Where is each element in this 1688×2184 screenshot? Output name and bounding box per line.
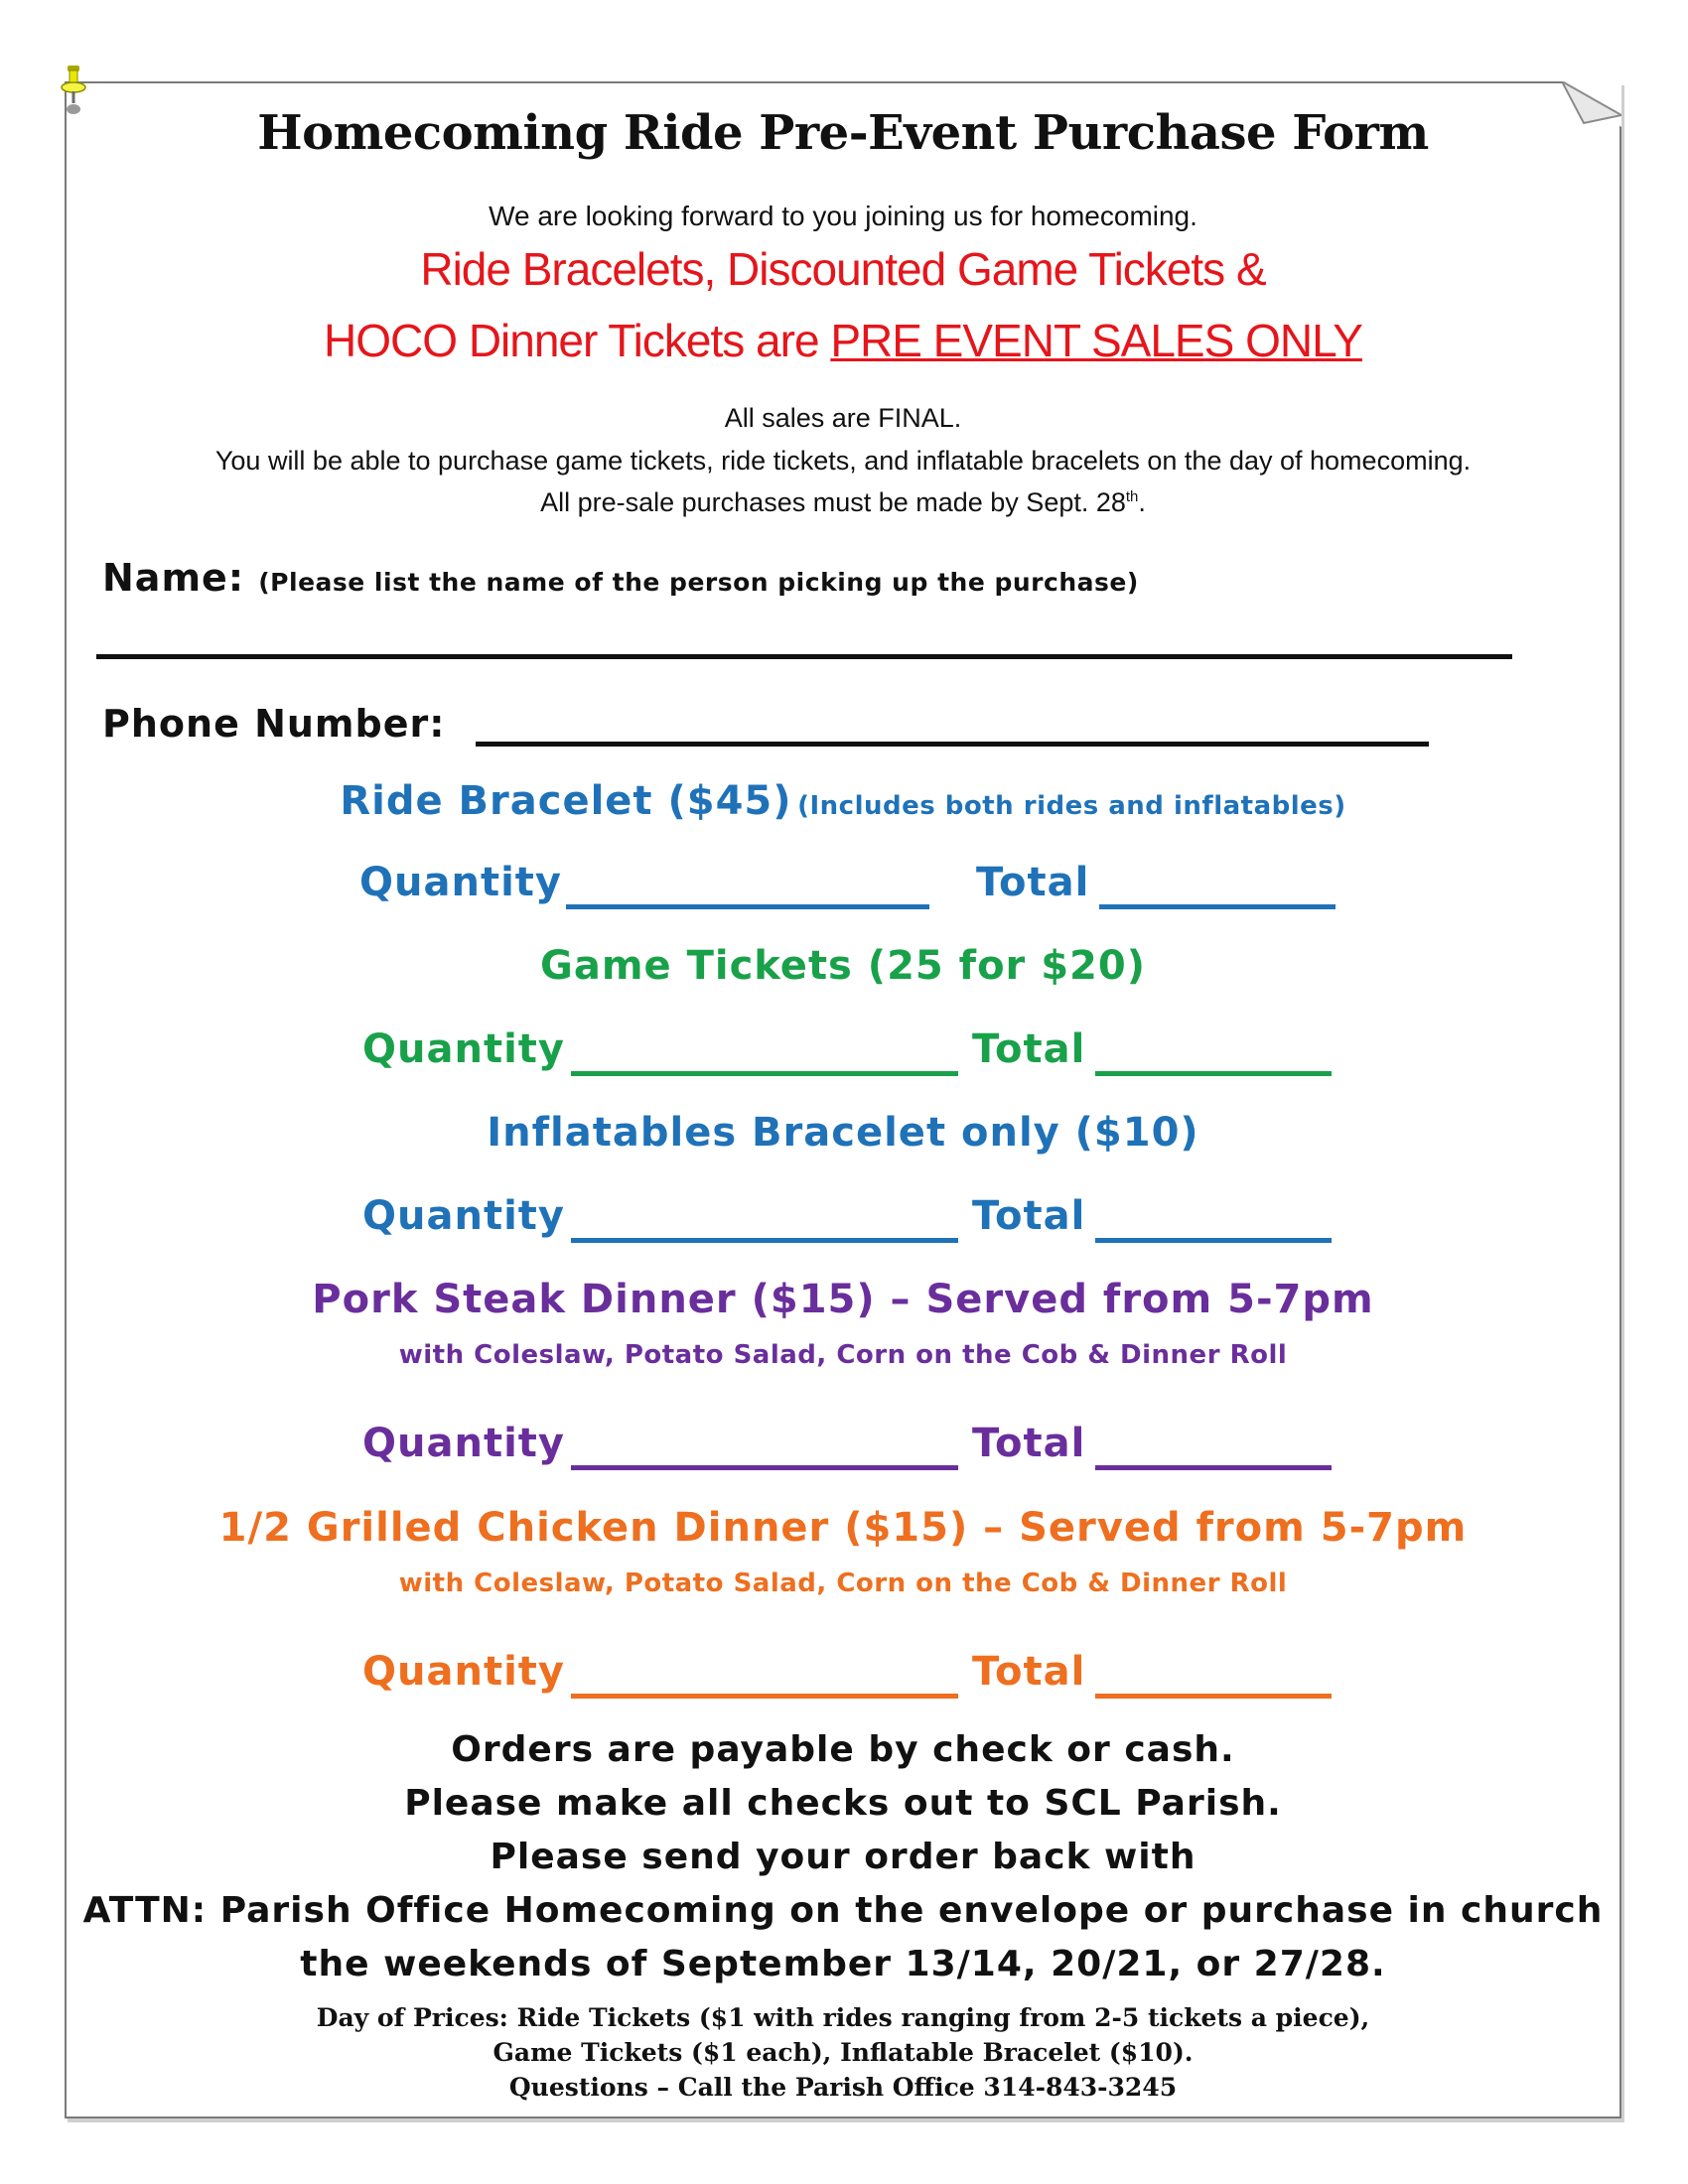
- questions-contact: Questions – Call the Parish Office 314-843-3245: [508, 2073, 1178, 2102]
- name-field-label: [102, 556, 1139, 600]
- phone-label: Phone Number:: [102, 702, 446, 746]
- ride-bracelet-total-label: Total: [976, 860, 1090, 905]
- deadline-text: [67, 487, 1619, 518]
- deadline-end: .: [1138, 487, 1146, 517]
- headline-line-2: [67, 314, 1619, 367]
- form-title: Homecoming Ride Pre-Event Purchase Form: [257, 105, 1429, 161]
- headline-line-1: Ride Bracelets, Discounted Game Tickets &: [420, 243, 1266, 295]
- ride-bracelet-note: (Includes both rides and inflatables): [797, 791, 1346, 821]
- pork-quantity-line[interactable]: [571, 1465, 958, 1470]
- game-tickets-heading: Game Tickets (25 for $20): [540, 943, 1146, 989]
- game-tickets-total-line[interactable]: [1095, 1071, 1332, 1076]
- form-page: [65, 81, 1621, 2118]
- phone-input-line[interactable]: [476, 742, 1429, 747]
- ride-bracelet-quantity-line[interactable]: [566, 904, 929, 909]
- intro-text: We are looking forward to you joining us for homecoming.: [489, 201, 1197, 231]
- pork-total-line[interactable]: [1095, 1465, 1332, 1470]
- ride-bracelet-total-line[interactable]: [1099, 904, 1336, 909]
- day-of-prices-line-2: Game Tickets ($1 each), Inflatable Bracelet ($10).: [492, 2038, 1194, 2067]
- game-tickets-total-label: Total: [972, 1026, 1086, 1072]
- pre-event-emphasis: PRE EVENT SALES ONLY: [830, 315, 1362, 366]
- pork-dinner-heading: Pork Steak Dinner ($15) – Served from 5-7pm: [312, 1277, 1374, 1322]
- game-tickets-quantity-line[interactable]: [571, 1071, 958, 1076]
- payment-note: Orders are payable by check or cash.: [451, 1729, 1235, 1770]
- name-note: (Please list the name of the person picking up the purchase): [258, 568, 1139, 597]
- ride-bracelet-heading: [67, 778, 1619, 824]
- ride-bracelet-title: Ride Bracelet ($45): [340, 778, 792, 824]
- game-tickets-quantity-label: Quantity: [362, 1026, 565, 1072]
- day-of-prices-line-1: Day of Prices: Ride Tickets ($1 with rides ranging from 2-5 tickets a piece),: [316, 2003, 1370, 2032]
- inflatables-quantity-label: Quantity: [362, 1193, 565, 1239]
- name-input-line[interactable]: [96, 654, 1512, 659]
- send-order-note: Please send your order back with: [490, 1837, 1196, 1877]
- pork-total-label: Total: [972, 1421, 1086, 1466]
- pork-quantity-label: Quantity: [362, 1421, 565, 1466]
- checks-note: Please make all checks out to SCL Parish.: [404, 1783, 1282, 1824]
- attn-note: ATTN: Parish Office Homecoming on the envelope or purchase in church: [82, 1890, 1604, 1931]
- deadline-suffix: th: [1125, 488, 1139, 505]
- pork-dinner-note: with Coleslaw, Potato Salad, Corn on the Cob & Dinner Roll: [398, 1340, 1288, 1370]
- chicken-dinner-note: with Coleslaw, Potato Salad, Corn on the Cob & Dinner Roll: [398, 1569, 1288, 1598]
- chicken-quantity-line[interactable]: [571, 1694, 958, 1699]
- chicken-dinner-heading: 1/2 Grilled Chicken Dinner ($15) – Served from 5-7pm: [218, 1505, 1468, 1551]
- inflatables-heading: Inflatables Bracelet only ($10): [487, 1110, 1199, 1156]
- sales-final-text: All sales are FINAL.: [724, 403, 962, 433]
- name-label: Name:: [102, 556, 245, 600]
- inflatables-quantity-line[interactable]: [571, 1238, 958, 1243]
- weekends-note: the weekends of September 13/14, 20/21, or 27/28.: [300, 1944, 1386, 1984]
- ride-bracelet-quantity-label: Quantity: [359, 860, 562, 905]
- day-of-purchase-text: You will be able to purchase game tickets, ride tickets, and inflatable bracelets on the day of homecoming.: [214, 446, 1472, 476]
- chicken-total-label: Total: [972, 1649, 1086, 1695]
- inflatables-total-line[interactable]: [1095, 1238, 1332, 1243]
- deadline-prefix: All pre-sale purchases must be made by Sept. 28: [540, 487, 1126, 517]
- headline-line-2-prefix: HOCO Dinner Tickets are: [324, 315, 831, 366]
- chicken-total-line[interactable]: [1095, 1694, 1332, 1699]
- inflatables-total-label: Total: [972, 1193, 1086, 1239]
- chicken-quantity-label: Quantity: [362, 1649, 565, 1695]
